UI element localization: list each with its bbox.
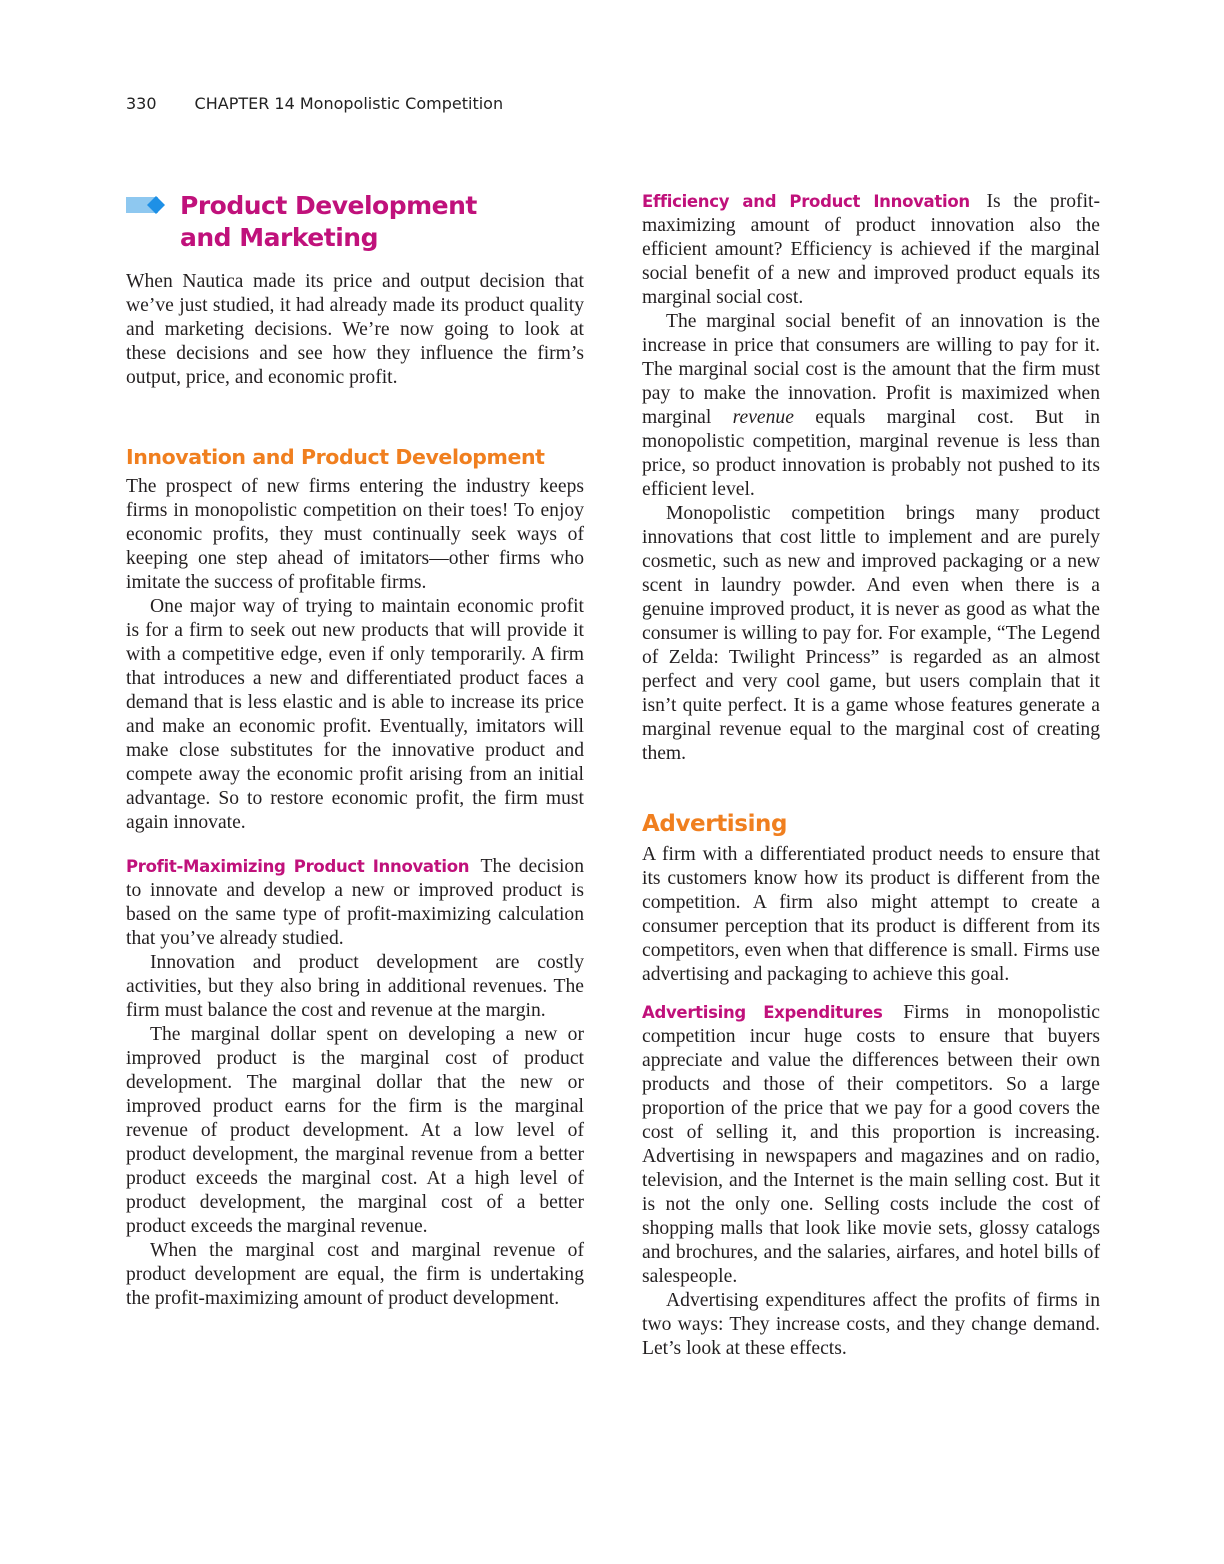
- intro-paragraph: When Nautica made its price and output decision that we’ve just studied, it had already made its product quality and marketing decisions. We’re now going to look at these decisions and see how they influence the firm’s output, price, and economic profit.: [126, 271, 584, 388]
- paragraph: The prospect of new firms entering the industry keeps firms in monopolistic competition on their toes! To enjoy economic profits, they must continually seek ways of keeping one step ahead of imitators—other firms who imitate the success of profitable firms.: [126, 476, 584, 593]
- paragraph: A firm with a differentiated product needs to ensure that its customers know how its product is different from the competition. A firm also might attempt to create a consumer perception that its product is different from its competitors, even when that difference is small. Firms use advertising and packaging to achieve this goal.: [642, 844, 1100, 985]
- section-title: Product Development and Marketing: [180, 191, 477, 252]
- heading-innovation: Innovation and Product Development: [126, 445, 545, 469]
- paragraph: Monopolistic competition brings many product innovations that cost little to implement and are purely cosmetic, such as new and improved packaging or a new scent in laundry powder. And even when there is a genuine improved product, it is never as good as what the consumer is willing to pay for. For example, “The Legend of Zelda: Twilight Princess” is regarded as an almost perfect and very cool game, but users complain that it isn’t quite perfect. It is a game whose features generate a marginal revenue equal to the marginal cost of creating them.: [642, 503, 1100, 764]
- paragraph: [642, 1001, 1100, 1289]
- subheading-advertising-expenditures: Advertising Expenditures: [642, 1003, 883, 1022]
- page-number: 330: [126, 94, 157, 113]
- diamond-marker-icon: [126, 196, 174, 214]
- paragraph: The marginal dollar spent on developing a new or improved product is the marginal cost of product development. The marginal dollar that the new or improved product earns for the firm is the marginal revenue of product development. At a low level of product development, the marginal revenue from a better product exceeds the marginal cost. At a high level of product development, the marginal cost of a better product exceeds the marginal revenue.: [126, 1024, 584, 1237]
- paragraph-text: The marginal social benefit of an innovation is the increase in price that consumers are willing to pay for it. The marginal social cost is the amount that the firm must pay to make the innovation. Profit is maximized when marginal: [642, 311, 1100, 428]
- paragraph-text: The decision to innovate and develop a new or improved product is based on the same type of profit-maximizing calculation that you’ve already studied.: [126, 856, 584, 949]
- running-header: [126, 94, 503, 113]
- heading-advertising: Advertising: [642, 811, 788, 837]
- paragraph: [126, 855, 584, 951]
- subheading-profit-maximizing: Profit-Maximizing Product Innovation: [126, 857, 470, 876]
- left-column: [126, 190, 584, 1311]
- paragraph-text: equals marginal cost. But in monopolistic competition, marginal revenue is less than price, so product innovation is probably not pushed to its efficient level.: [642, 407, 1100, 500]
- right-column: [642, 190, 1100, 1361]
- paragraph-text: Is the profit-maximizing amount of product innovation also the efficient amount? Efficiency is achieved if the marginal social benefit of a new and improved product equals its marginal social cost.: [642, 191, 1100, 308]
- paragraph: One major way of trying to maintain economic profit is for a firm to seek out new products that will provide it with a competitive edge, even if only temporarily. A firm that introduces a new and differentiated product faces a demand that is less elastic and is able to increase its price and make an economic profit. Eventually, imitators will make close substitutes for the innovative product and compete away the economic profit arising from an initial advantage. So to restore economic profit, the firm must again innovate.: [126, 596, 584, 833]
- paragraph: Advertising expenditures affect the profits of firms in two ways: They increase costs, and they change demand. Let’s look at these effects.: [642, 1290, 1100, 1359]
- paragraph: Innovation and product development are costly activities, but they also bring in additional revenues. The firm must balance the cost and revenue at the margin.: [126, 952, 584, 1021]
- paragraph-text: Firms in monopolistic competition incur huge costs to ensure that buyers appreciate and value the differences between their own products and those of their competitors. So a large proportion of the price that we pay for a good covers the cost of selling it, and this proportion is increasing. Advertising in newspapers and magazines and on radio, television, and the Internet is the main selling cost. But it is not the only one. Selling costs include the cost of shopping malls that look like movie sets, glossy catalogs and brochures, and the salaries, airfares, and hotel bills of salespeople.: [642, 1002, 1101, 1287]
- subheading-efficiency: Efficiency and Product Innovation: [642, 192, 970, 211]
- paragraph: [642, 310, 1100, 502]
- emphasis-revenue: revenue: [732, 407, 794, 428]
- paragraph: When the marginal cost and marginal revenue of product development are equal, the firm is undertaking the profit-maximizing amount of product development.: [126, 1240, 584, 1309]
- chapter-title: CHAPTER 14 Monopolistic Competition: [194, 94, 504, 113]
- section-title-block: [126, 190, 584, 260]
- paragraph: [642, 190, 1100, 310]
